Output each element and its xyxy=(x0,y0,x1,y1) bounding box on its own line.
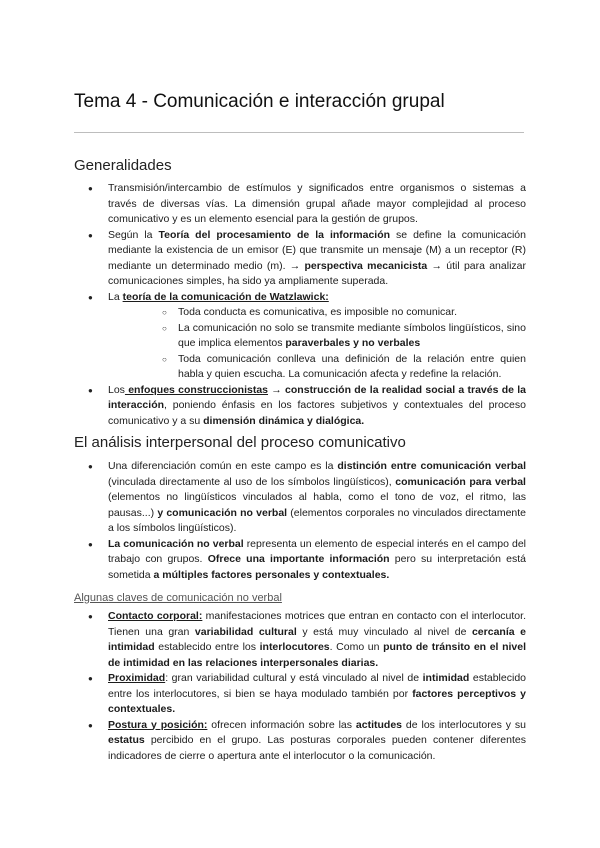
section-heading-analisis-interpersonal: El análisis interpersonal del proceso comunicativo xyxy=(74,434,406,451)
list-item: ● Postura y posición: ofrecen información sobre las actitudes de los interlocutores y su estatus percibido en el grupo. Las posturas corporales pueden contener diferentes indicadores de cierre o apertura ante el interlocutor o la comunicación. xyxy=(74,718,526,765)
section-heading-generalidades: Generalidades xyxy=(74,157,172,174)
subsection-heading-claves-no-verbal: Algunas claves de comunicación no verbal xyxy=(74,592,282,604)
sub-list-item: ○ Toda conducta es comunicativa, es imposible no comunicar. xyxy=(108,305,526,321)
list-item: ● Transmisión/intercambio de estímulos y significados entre organismos o sistemas a través de diversas vías. La dimensión grupal añade mayor complejidad al proceso comunicativo y es un elemento esencial para la gestión de grupos. xyxy=(74,181,526,228)
subsection-body-claves-no-verbal xyxy=(74,609,526,764)
sub-list-item: ○ La comunicación no solo se transmite mediante símbolos lingüísticos, sino que implica elementos paraverbales y no verbales xyxy=(108,321,526,352)
title-divider xyxy=(74,132,524,133)
list-item: ● La comunicación no verbal representa un elemento de especial interés en el campo del trabajo con grupos. Ofrece una importante información pero su interpretación está sometida a múltiples factores personales y contextuales. xyxy=(74,537,526,584)
page-title: Tema 4 - Comunicación e interacción grupal xyxy=(74,91,445,112)
list-item: ● Los enfoques construccionistas → construcción de la realidad social a través de la interacción, poniendo énfasis en los factores subjetivos y contextuales del proceso comunicativo y a su dimensión dinámica y dialógica. xyxy=(74,383,526,430)
list-item: ● Proximidad: gran variabilidad cultural y está vinculado al nivel de intimidad establecido entre los interlocutores, si bien se haya modulado también por factores perceptivos y contextuales. xyxy=(74,671,526,718)
list-item: ● La teoría de la comunicación de Watzlawick: ○ Toda conducta es comunicativa, es imposible no comunicar. ○ La comunicación no solo se transmite mediante símbolos lingüísticos, sino que implica elementos paraverbales y no verbales ○ Toda comunicación conlleva una definición de la relación entre quien habla y quien escucha. La comunicación afecta y redefine la relación. xyxy=(74,290,526,383)
sub-list-item: ○ Toda comunicación conlleva una definición de la relación entre quien habla y quien escucha. La comunicación afecta y redefine la relación. xyxy=(108,352,526,383)
list-item: ● Según la Teoría del procesamiento de la información se define la comunicación mediante la existencia de un emisor (E) que transmite un mensaje (M) a un receptor (R) mediante un determinado medio (m). → perspectiva mecanicista → útil para analizar comunicaciones simples, ha sido ya ampliamente superada. xyxy=(74,228,526,290)
section-body-analisis-interpersonal xyxy=(74,459,526,583)
list-item: ● Contacto corporal: manifestaciones motrices que entran en contacto con el interlocutor. Tienen una gran variabilidad cultural y está muy vinculado al nivel de cercanía e intimidad establecido entre los interlocutores. Como un punto de tránsito en el nivel de intimidad en las relaciones interpersonales diarias. xyxy=(74,609,526,671)
section-body-generalidades xyxy=(74,181,526,429)
list-item: ● Una diferenciación común en este campo es la distinción entre comunicación verbal (vinculada directamente al uso de los símbolos lingüísticos), comunicación para verbal (elementos no lingüísticos vinculados al habla, como el tono de voz, el ritmo, las pausas...) y comunicación no verbal (elementos corporales no vinculados directamente a los símbolos lingüísticos). xyxy=(74,459,526,537)
